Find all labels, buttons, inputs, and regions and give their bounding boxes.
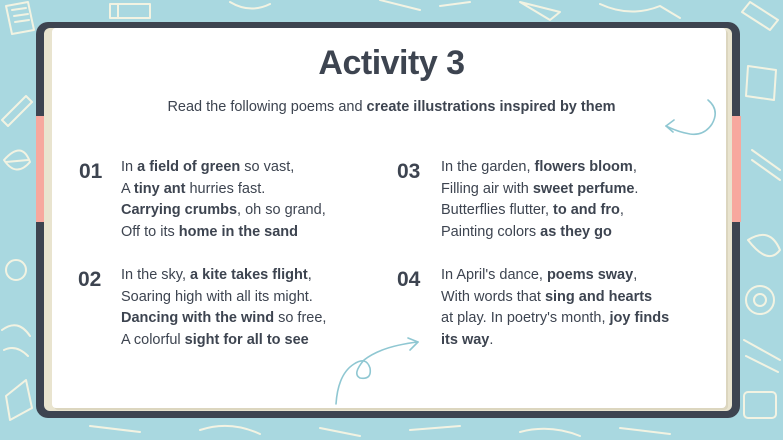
poem-bold-text: to and fro <box>553 202 620 218</box>
poem-text: A <box>121 180 134 197</box>
poem-text: In the sky, <box>121 267 191 283</box>
poem-bold-text: flowers bloom <box>534 159 633 175</box>
poem-text: Soaring high with all its might. <box>121 288 313 305</box>
poem-text: , oh so grand, <box>237 202 326 218</box>
poem-text: With words that <box>441 288 545 305</box>
curly-arrow-icon <box>660 96 722 140</box>
poem-2 <box>121 265 326 351</box>
poem-4 <box>441 265 669 351</box>
poem-line <box>441 265 669 287</box>
poem-1 <box>121 157 326 243</box>
poem-text: Filling air with <box>441 180 533 197</box>
poem-bold-text: its way <box>441 331 490 348</box>
slide-title: Activity 3 <box>318 44 465 82</box>
poem-text: , <box>619 202 624 218</box>
poem-text: Butterflies flutter, <box>441 202 554 218</box>
poem-bold-text: poems sway <box>546 267 634 283</box>
poem-line <box>121 265 326 287</box>
poem-line <box>121 222 326 244</box>
poem-text: . <box>489 331 494 348</box>
poem-line <box>121 200 326 222</box>
poem-3 <box>441 157 638 243</box>
poem-bold-text: as they go <box>540 223 612 240</box>
poem-line <box>441 330 669 352</box>
poem-line <box>121 157 326 179</box>
poem-text: In April's dance, <box>441 267 547 283</box>
poem-text: , <box>633 267 638 283</box>
poem-bold-text: Dancing with the wind <box>121 310 275 326</box>
poem-line <box>441 308 669 330</box>
poem-text: at play. In poetry's month, <box>441 310 610 326</box>
poem-bold-text: tiny ant <box>133 180 186 197</box>
poem-line <box>441 222 638 244</box>
poem-number-3: 03 <box>397 160 421 183</box>
poem-text: so free, <box>274 310 327 326</box>
poem-text: A colorful <box>121 331 185 348</box>
poem-bold-text: sing and hearts <box>544 288 653 305</box>
poem-line <box>121 179 326 201</box>
poem-text: , <box>632 159 637 175</box>
poem-line <box>121 287 326 309</box>
poem-bold-text: joy finds <box>609 310 670 326</box>
poem-text: so vast, <box>240 159 295 175</box>
poem-number-2: 02 <box>78 268 102 291</box>
poem-bold-text: sight for all to see <box>184 331 309 348</box>
poem-text: In the garden, <box>441 159 535 175</box>
poem-text: In <box>121 159 138 175</box>
poem-text: Painting colors <box>441 223 541 240</box>
poem-line <box>441 157 638 179</box>
poem-line <box>441 287 669 309</box>
subtitle-bold: create illustrations inspired by them <box>366 99 616 115</box>
poem-text: hurries fast. <box>185 180 266 197</box>
poem-text: Off to its <box>121 223 179 240</box>
poem-line <box>441 179 638 201</box>
poem-text: , <box>307 267 312 283</box>
poem-line <box>121 330 326 352</box>
poem-bold-text: a field of green <box>137 159 241 175</box>
poem-bold-text: home in the sand <box>178 223 299 240</box>
poem-bold-text: a kite takes flight <box>190 267 308 283</box>
poem-line <box>121 308 326 330</box>
poem-number-1: 01 <box>79 160 103 183</box>
poem-bold-text: Carrying crumbs <box>121 202 238 218</box>
subtitle-plain: Read the following poems and <box>167 99 367 115</box>
curly-arrow-icon <box>330 334 426 408</box>
poem-line <box>441 200 638 222</box>
poem-text: . <box>634 180 639 197</box>
poem-bold-text: sweet perfume <box>532 180 635 197</box>
poem-number-4: 04 <box>397 268 421 291</box>
